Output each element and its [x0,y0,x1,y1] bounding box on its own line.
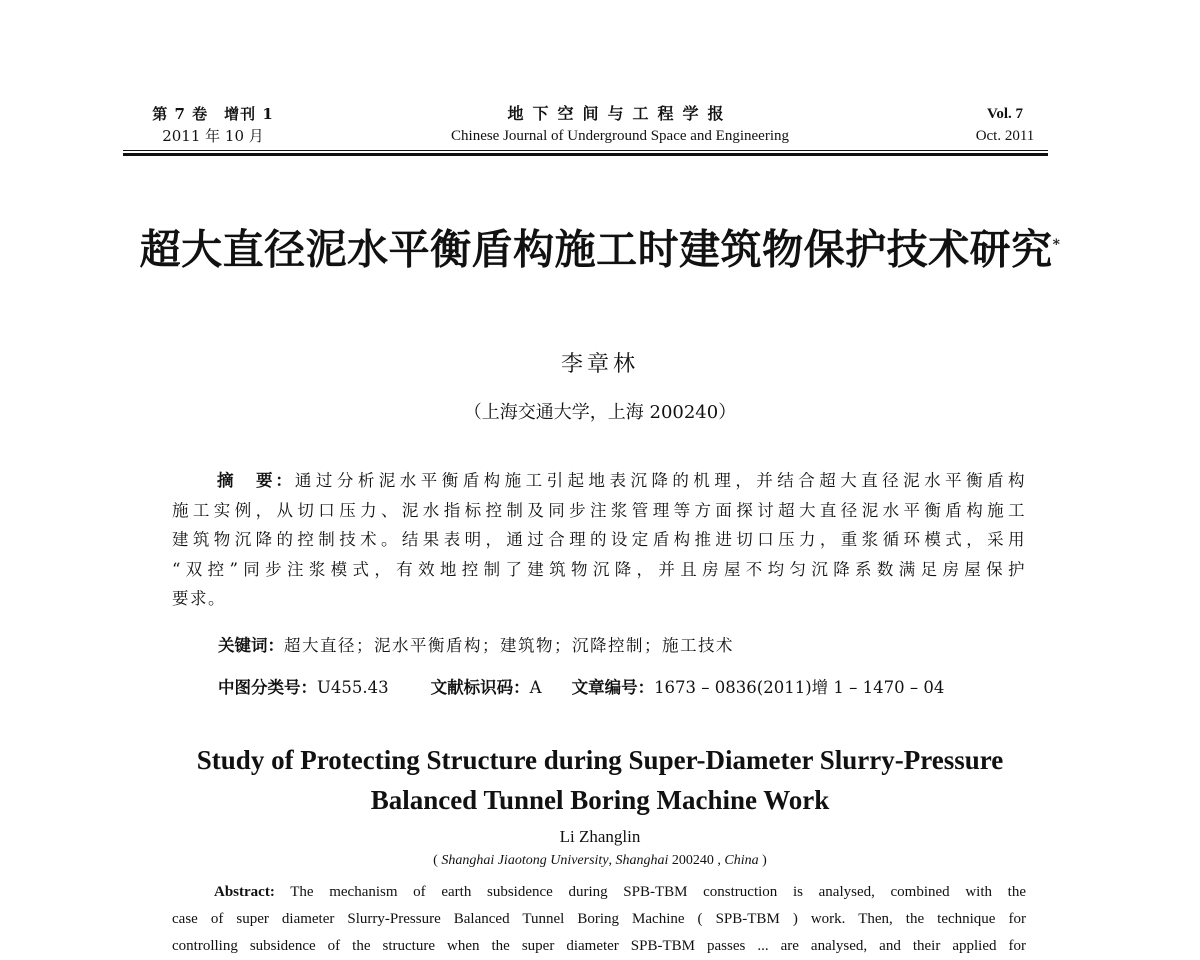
doc-code-value: A [529,678,542,697]
keywords-value: 超大直径；泥水平衡盾构；建筑物；沉降控制；施工技术 [284,636,734,655]
abstract-cn-label: 摘 要： [217,471,295,490]
header-journal-name [400,103,840,147]
abstract-cn-line: 施工实例，从切口压力、泥水指标控制及同步注浆管理等方面探讨超大直径泥水平衡盾构施工 [172,500,1026,520]
country-en: China [724,853,759,868]
header-rule-thick [123,153,1048,156]
title-footnote-marker: * [1052,237,1061,253]
affiliation-en: ( Shanghai Jiaotong University, Shanghai 200240 , China ) [433,853,767,868]
header-rule-thin [123,150,1048,151]
abstract-en-label: Abstract: [214,884,275,900]
header-volume-en [960,103,1050,147]
clc-value: U455.43 [317,678,389,697]
abstract-en-line: case of super diameter Slurry-Pressure Balanced Tunnel Boring Machine ( SPB-TBM ) work. Then, the technique for [172,911,1026,927]
volume-en: Vol. 7 [986,106,1024,122]
abstract-cn-line: 要求。 [172,589,226,608]
author-cn: 李章林 [560,352,639,377]
classification-info [218,675,1038,701]
keywords-label: 关键词： [218,636,284,655]
institution-en: Shanghai Jiaotong University [441,853,609,868]
city-en: Shanghai [615,853,669,868]
issue-date-en: Oct. 2011 [975,128,1035,144]
journal-name-cn: 地下空间与工程学报 [507,104,733,123]
keywords-cn [218,633,1038,659]
header-volume-info [148,103,278,147]
abstract-en [172,879,1026,960]
title-en-line: Balanced Tunnel Boring Machine Work [370,785,830,815]
abstract-cn-line: 建筑物沉降的控制技术。结果表明，通过合理的设定盾构推进切口压力，重浆循环模式，采用 [172,530,1026,549]
abstract-cn-line: 摘 要：通过分析泥水平衡盾构施工引起地表沉降的机理，并结合超大直径泥水平衡盾构 [217,471,1027,490]
abstract-cn-line: “双控”同步注浆模式，有效地控制了建筑物沉降，并且房屋不均匀沉降系数满足房屋保护 [172,559,1026,579]
abstract-cn [172,466,1026,614]
clc-label: 中图分类号： [218,678,317,697]
abstract-en-line: controlling subsidence of the structure when the super diameter SPB-TBM passes ... are analysed, and their applied for [172,938,1026,954]
journal-name-en: Chinese Journal of Underground Space and Engineering [451,128,789,144]
article-no-label: 文章编号： [571,678,655,697]
issue-date-cn: 2011 年 10 月 [162,127,264,145]
author-en: Li Zhanglin [559,827,641,846]
paper-title-en [150,740,1050,820]
doc-code-label: 文献标识码： [430,678,530,697]
title-cn-text: 超大直径泥水平衡盾构施工时建筑物保护技术研究 [139,225,1053,274]
article-no-value: 1673 – 0836(2011)增 1 – 1470 – 04 [654,678,945,697]
title-en-line: Study of Protecting Structure during Super-Diameter Slurry-Pressure [196,745,1004,775]
paper-title-cn [120,215,1080,280]
abstract-en-line: Abstract: The mechanism of earth subsidence during SPB-TBM construction is analysed, combined with the [214,884,1026,900]
volume-issue: 第 7 卷 增刊 1 [152,105,274,123]
affiliation-cn: （上海交通大学，上海 200240） [463,402,737,423]
